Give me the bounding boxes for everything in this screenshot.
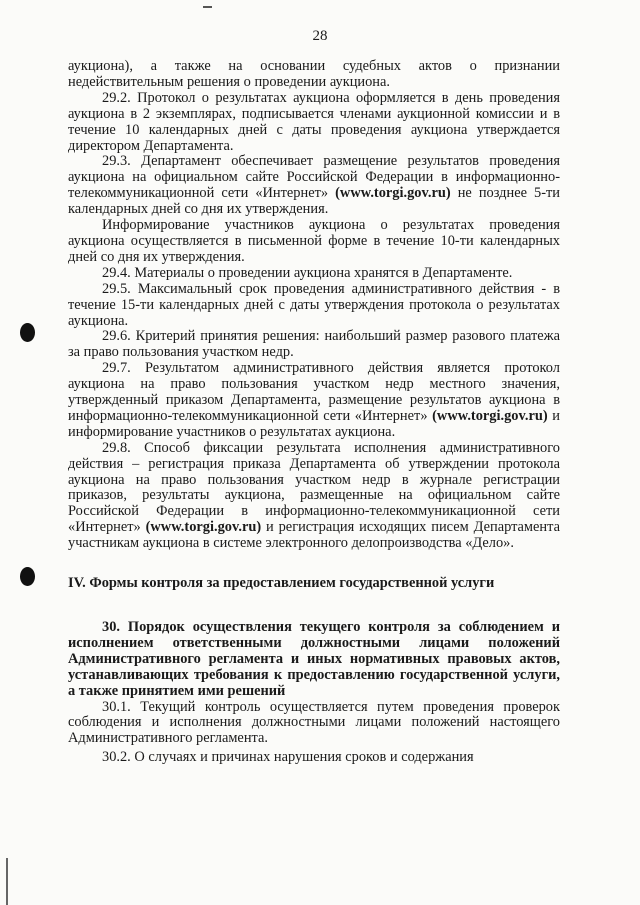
punch-hole-lower [20,567,35,586]
paragraph-29-3 [68,154,560,218]
paragraph-29-6: 29.6. Критерий принятия решения: наибольший размер разового платежа за право пользования участком недр. [68,328,560,361]
website-link: (www.torgi.gov.ru) [432,407,548,424]
text: и информирование участников о результатах аукциона. [68,407,560,440]
paragraph-30-1: 30.1. Текущий контроль осуществляется путем проведения проверок соблюдения и исполнения должностными лицами положений настоящего Административного регламента. [68,698,560,747]
paragraph-29-5: 29.5. Максимальный срок проведения административного действия - в течение 15-ти календарных дней с даты утверждения протокола о результатах аукциона. [68,280,560,329]
subsection-heading-30: 30. Порядок осуществления текущего контроля за соблюдением и исполнением ответственными должностными лицами положений Административного регламента и иных нормативных правовых актов, устанавливающих требования к предоставлению государственной услуги, а также принятием ими решений [68,619,560,699]
scan-mark [203,6,212,8]
paragraph-29-4: 29.4. Материалы о проведении аукциона хранятся в Департаменте. [102,264,513,281]
paragraph-29-2: 29.2. Протокол о результатах аукциона оформляется в день проведения аукциона в 2 экземплярах, подписывается членами аукционной комиссии и в течение 10 календарных дней с даты проведения аукциона утверждается директором Департамента. [68,89,560,154]
website-link: (www.torgi.gov.ru) [335,185,451,202]
website-link: (www.torgi.gov.ru) [145,519,262,536]
paragraph: аукциона), а также на основании судебных актов о признании недействительным решения о проведении аукциона. [68,58,560,90]
text: 29.8. Способ фиксации результата исполнения административного действия – регистрация приказа Департамента об утверждении протокола аукциона на право пользования участком недр в журнале регистрации приказов, результаты аукциона, размещенные на официальном сайте Российской Федерации в информационно-телекоммуникационной сети «Интернет» [68,439,560,536]
text: 29.7. Результатом административного действия является протокол аукциона на право пользования участком недр местного значения, утвержденный приказом Департамента, размещение результатов аукциона в информационно-телекоммуникационной сети «Интернет» [68,360,560,424]
paragraph-30-2: 30.2. О случаях и причинах нарушения сроков и содержания [102,749,474,766]
paragraph-informing: Информирование участников аукциона о результатах проведения аукциона осуществляется в письменной форме в течение 10-ти календарных дней со дня их утверждения. [68,217,560,265]
scan-edge-line [6,858,8,905]
paragraph-29-7 [68,361,560,441]
text: 29.3. Департамент обеспечивает размещение результатов проведения аукциона на официальном сайте Российской Федерации в информационно-телекоммуникационной сети «Интернет» [68,153,560,202]
text: не позднее 5-ти календарных дней со дня их утверждения. [68,185,561,218]
section-heading-iv: IV. Формы контроля за предоставлением государственной услуги [68,575,495,592]
punch-hole-upper [20,323,35,342]
page-number: 28 [312,28,328,44]
paragraph-29-8 [68,441,560,552]
text: и регистрация исходящих писем Департамента участникам аукциона в системе электронного делопроизводства «Дело». [68,519,560,552]
document-body [68,59,560,766]
